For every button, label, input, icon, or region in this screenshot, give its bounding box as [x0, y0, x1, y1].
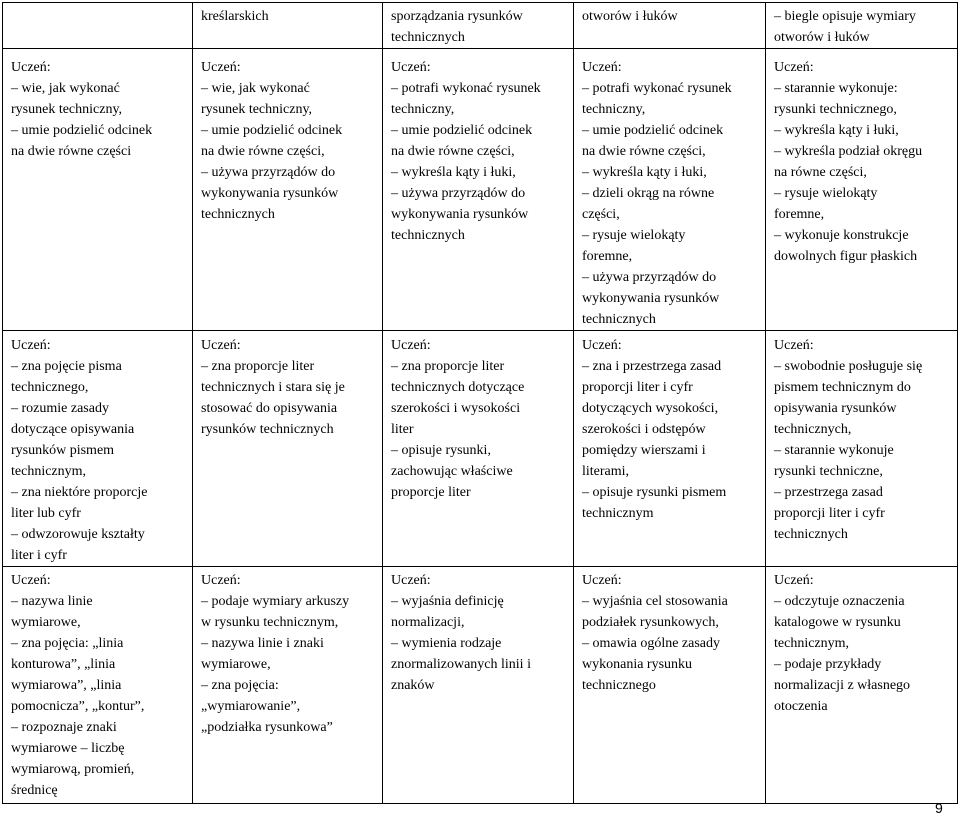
- cell-line: otoczenia: [774, 699, 828, 714]
- cell-heading: Uczeń:: [201, 338, 241, 353]
- cell-line: technicznych: [201, 207, 275, 222]
- table-cell: [193, 3, 383, 49]
- cell-line: – potrafi wykonać rysunek: [391, 81, 541, 96]
- cell-line: konturowa”, „linia: [11, 657, 116, 672]
- cell-line: – starannie wykonuje:: [774, 81, 898, 96]
- cell-heading: Uczeń:: [582, 573, 622, 588]
- cell-line: wymiarową, promień,: [11, 762, 135, 777]
- cell-line: kreślarskich: [201, 9, 269, 24]
- cell-heading: Uczeń:: [391, 338, 431, 353]
- page-number: 9: [935, 800, 943, 816]
- cell-line: – wyjaśnia cel stosowania: [582, 594, 728, 609]
- cell-line: na dwie równe części,: [582, 144, 706, 159]
- cell-line: – zna i przestrzega zasad: [582, 359, 722, 374]
- cell-line: na dwie równe części,: [391, 144, 515, 159]
- cell-line: rysunki techniczne,: [774, 464, 883, 479]
- cell-line: dotyczących wysokości,: [582, 401, 719, 416]
- cell-line: – używa przyrządów do: [582, 270, 717, 285]
- table-cell: [383, 49, 574, 331]
- table-cell: [383, 3, 574, 49]
- cell-line: technicznych: [391, 30, 465, 45]
- table-row-continuation: [3, 3, 958, 49]
- table-row-dimensioning: [3, 567, 958, 804]
- table-cell: [3, 331, 193, 567]
- cell-line: – używa przyrządów do: [201, 165, 336, 180]
- cell-line: otworów i łuków: [774, 30, 870, 45]
- cell-line: – wymienia rodzaje: [391, 636, 502, 651]
- cell-line: proporcji liter i cyfr: [582, 380, 693, 395]
- cell-line: – zna pojęcia: „linia: [11, 636, 124, 651]
- cell-line: – zna niektóre proporcje: [11, 485, 148, 500]
- cell-line: sporządzania rysunków: [391, 9, 523, 24]
- cell-line: wymiarowe,: [201, 657, 271, 672]
- cell-line: – swobodnie posługuje się: [774, 359, 923, 374]
- table-cell: [3, 49, 193, 331]
- cell-line: liter: [391, 422, 414, 437]
- cell-line: wykonywania rysunków: [582, 291, 720, 306]
- cell-line: wykonywania rysunków: [391, 207, 529, 222]
- cell-line: – umie podzielić odcinek: [391, 123, 533, 138]
- cell-line: – zna proporcje liter: [391, 359, 505, 374]
- cell-line: rysunków pismem: [11, 443, 115, 458]
- cell-line: foremne,: [774, 207, 825, 222]
- cell-line: – podaje przykłady: [774, 657, 882, 672]
- cell-line: – omawia ogólne zasady: [582, 636, 721, 651]
- table-cell: [574, 49, 766, 331]
- cell-line: części,: [582, 207, 620, 222]
- cell-line: – wyjaśnia definicję: [391, 594, 504, 609]
- cell-line: średnicę: [11, 783, 58, 798]
- table-cell: [3, 567, 193, 804]
- table-row-technical-lettering: [3, 331, 958, 567]
- cell-line: szerokości i odstępów: [582, 422, 706, 437]
- table-cell: [193, 49, 383, 331]
- cell-line: – wykreśla kąty i łuki,: [391, 165, 516, 180]
- cell-line: – opisuje rysunki pismem: [582, 485, 727, 500]
- cell-line: normalizacji,: [391, 615, 465, 630]
- cell-heading: Uczeń:: [774, 60, 814, 75]
- cell-line: – potrafi wykonać rysunek: [582, 81, 732, 96]
- table-cell: [574, 331, 766, 567]
- table-cell: [383, 331, 574, 567]
- cell-line: – rysuje wielokąty: [774, 186, 878, 201]
- cell-line: rysunek techniczny,: [201, 102, 313, 117]
- table-cell: [3, 3, 193, 49]
- cell-line: – wykreśla kąty i łuki,: [774, 123, 899, 138]
- cell-line: – nazywa linie: [11, 594, 93, 609]
- cell-line: – biegle opisuje wymiary: [774, 9, 916, 24]
- cell-line: proporcji liter i cyfr: [774, 506, 885, 521]
- cell-line: wykonywania rysunków: [201, 186, 339, 201]
- cell-line: „podziałka rysunkowa”: [201, 720, 333, 735]
- cell-line: „wymiarowanie”,: [201, 699, 301, 714]
- cell-heading: Uczeń:: [201, 60, 241, 75]
- table-cell: [574, 567, 766, 804]
- cell-heading: Uczeń:: [11, 573, 51, 588]
- cell-heading: Uczeń:: [582, 338, 622, 353]
- table-body: [3, 3, 958, 804]
- cell-line: – odwzorowuje kształty: [11, 527, 145, 542]
- cell-line: – opisuje rysunki,: [391, 443, 491, 458]
- cell-line: – umie podzielić odcinek: [11, 123, 153, 138]
- table-cell: [766, 3, 958, 49]
- cell-line: – rozumie zasady: [11, 401, 109, 416]
- cell-line: rysunek techniczny,: [11, 102, 123, 117]
- cell-line: – rysuje wielokąty: [582, 228, 686, 243]
- cell-heading: Uczeń:: [582, 60, 622, 75]
- cell-line: otworów i łuków: [582, 9, 678, 24]
- cell-line: liter lub cyfr: [11, 506, 81, 521]
- cell-line: – dzieli okrąg na równe: [582, 186, 715, 201]
- cell-line: technicznych: [391, 228, 465, 243]
- table-cell: [766, 331, 958, 567]
- cell-line: opisywania rysunków: [774, 401, 897, 416]
- cell-line: – zna pojęcie pisma: [11, 359, 122, 374]
- cell-line: wymiarowe,: [11, 615, 81, 630]
- cell-line: – wykonuje konstrukcje: [774, 228, 909, 243]
- cell-line: – wie, jak wykonać: [11, 81, 120, 96]
- cell-line: – wykreśla podział okręgu: [774, 144, 923, 159]
- cell-line: – rozpoznaje znaki: [11, 720, 117, 735]
- table-cell: [766, 49, 958, 331]
- cell-line: na dwie równe części: [11, 144, 132, 159]
- cell-line: katalogowe w rysunku: [774, 615, 901, 630]
- cell-line: technicznych i stara się je: [201, 380, 345, 395]
- cell-line: wykonania rysunku: [582, 657, 693, 672]
- table-cell: [193, 567, 383, 804]
- cell-line: technicznych,: [774, 422, 852, 437]
- cell-line: technicznym,: [774, 636, 850, 651]
- cell-heading: Uczeń:: [391, 60, 431, 75]
- cell-line: dowolnych figur płaskich: [774, 249, 918, 264]
- table-cell: [383, 567, 574, 804]
- cell-line: wymiarowa”, „linia: [11, 678, 122, 693]
- cell-line: stosować do opisywania: [201, 401, 338, 416]
- cell-heading: Uczeń:: [11, 60, 51, 75]
- cell-line: – wie, jak wykonać: [201, 81, 310, 96]
- cell-line: znaków: [391, 678, 435, 693]
- cell-line: – umie podzielić odcinek: [201, 123, 343, 138]
- cell-line: – zna proporcje liter: [201, 359, 315, 374]
- table-row-drawing-skills: [3, 49, 958, 331]
- cell-line: techniczny,: [391, 102, 455, 117]
- cell-line: normalizacji z własnego: [774, 678, 911, 693]
- cell-line: technicznym: [582, 506, 654, 521]
- cell-line: liter i cyfr: [11, 548, 67, 563]
- table-cell: [574, 3, 766, 49]
- cell-line: techniczny,: [582, 102, 646, 117]
- cell-line: – nazywa linie i znaki: [201, 636, 324, 651]
- cell-line: pomocnicza”, „kontur”,: [11, 699, 145, 714]
- cell-line: proporcje liter: [391, 485, 471, 500]
- table-cell: [766, 567, 958, 804]
- cell-line: wymiarowe – liczbę: [11, 741, 125, 756]
- cell-line: podziałek rysunkowych,: [582, 615, 719, 630]
- cell-line: pismem technicznym do: [774, 380, 911, 395]
- cell-heading: Uczeń:: [201, 573, 241, 588]
- cell-line: – używa przyrządów do: [391, 186, 526, 201]
- cell-line: zachowując właściwe: [391, 464, 513, 479]
- cell-line: rysunki technicznego,: [774, 102, 897, 117]
- cell-line: – starannie wykonuje: [774, 443, 894, 458]
- cell-line: – przestrzega zasad: [774, 485, 883, 500]
- grade-requirements-table: [2, 2, 958, 804]
- cell-line: – umie podzielić odcinek: [582, 123, 724, 138]
- cell-line: technicznych: [582, 312, 656, 327]
- cell-line: rysunków technicznych: [201, 422, 334, 437]
- cell-heading: Uczeń:: [391, 573, 431, 588]
- cell-line: na dwie równe części,: [201, 144, 325, 159]
- cell-line: znormalizowanych linii i: [391, 657, 531, 672]
- table-cell: [193, 331, 383, 567]
- cell-line: technicznego,: [11, 380, 89, 395]
- cell-heading: Uczeń:: [774, 573, 814, 588]
- cell-line: – podaje wymiary arkuszy: [201, 594, 350, 609]
- cell-heading: Uczeń:: [11, 338, 51, 353]
- cell-line: dotyczące opisywania: [11, 422, 135, 437]
- cell-line: technicznym,: [11, 464, 87, 479]
- cell-line: – odczytuje oznaczenia: [774, 594, 905, 609]
- cell-line: technicznego: [582, 678, 656, 693]
- cell-line: pomiędzy wierszami i: [582, 443, 706, 458]
- cell-heading: Uczeń:: [774, 338, 814, 353]
- cell-line: w rysunku technicznym,: [201, 615, 339, 630]
- cell-line: – zna pojęcia:: [201, 678, 279, 693]
- cell-line: na równe części,: [774, 165, 867, 180]
- cell-line: – wykreśla kąty i łuki,: [582, 165, 707, 180]
- cell-line: szerokości i wysokości: [391, 401, 521, 416]
- cell-line: foremne,: [582, 249, 633, 264]
- cell-line: literami,: [582, 464, 630, 479]
- cell-line: technicznych dotyczące: [391, 380, 525, 395]
- cell-line: technicznych: [774, 527, 848, 542]
